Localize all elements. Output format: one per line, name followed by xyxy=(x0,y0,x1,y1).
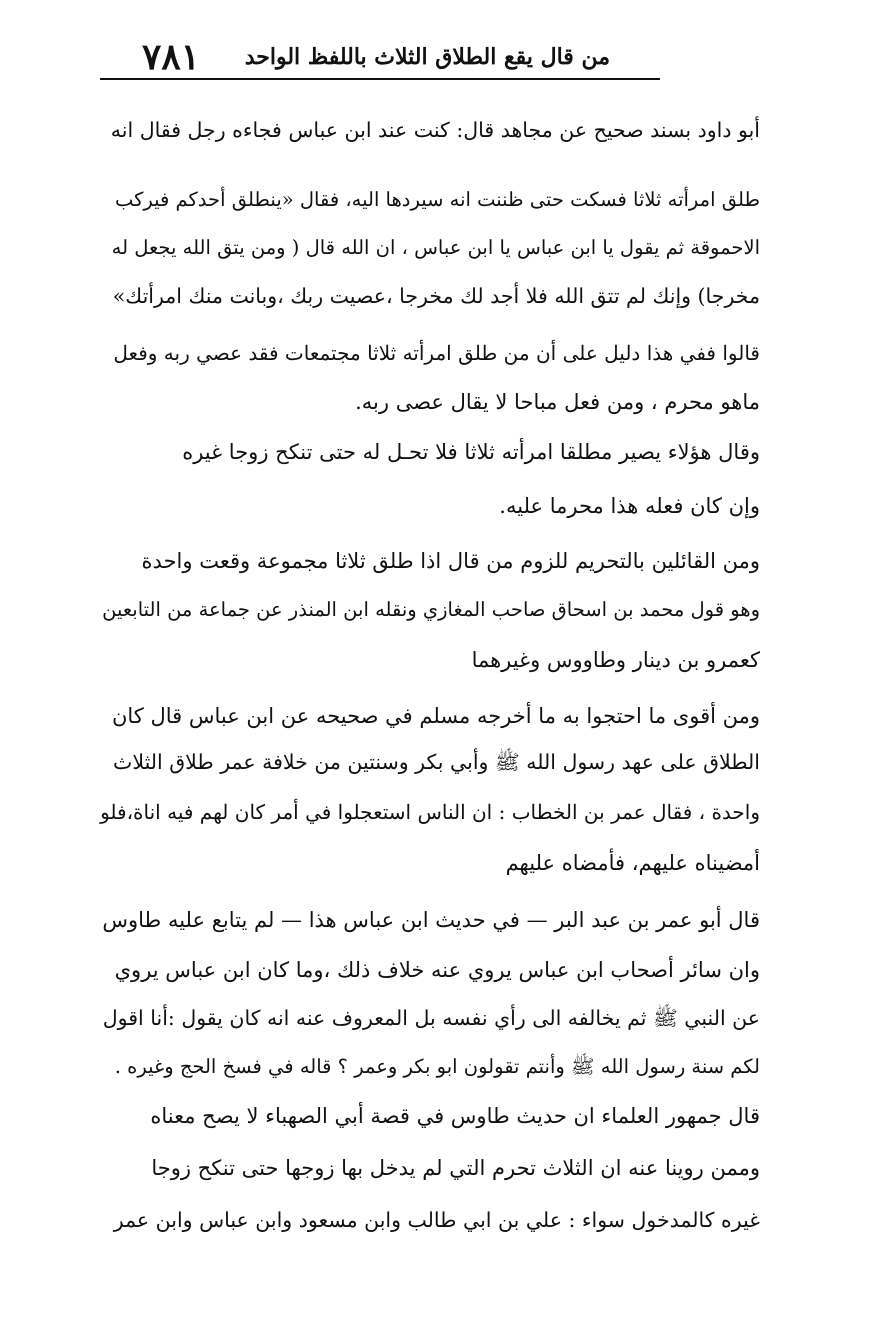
text-line: وقال هؤلاء يصير مطلقا امرأته ثلاثا فلا تحـل له حتى تنكح زوجا غيره xyxy=(182,440,760,464)
text-line: غيره كالمدخول سواء : علي بن ابي طالب وابن مسعود وابن عباس وابن عمر xyxy=(113,1208,760,1232)
text-line: كعمرو بن دينار وطاووس وغيرهما xyxy=(471,648,760,672)
text-line: واحدة ، فقال عمر بن الخطاب : ان الناس استعجلوا في أمر كان لهم فيه اناة،فلو xyxy=(100,800,760,824)
text-line: لكم سنة رسول الله ﷺ وأنتم تقولون ابو بكر وعمر ؟ قاله في فسخ الحج وغيره . xyxy=(114,1055,760,1078)
text-line: ماهو محرم ، ومن فعل مباحا لا يقال عصى ربه. xyxy=(355,390,760,414)
text-line: وإن كان فعله هذا محرما عليه. xyxy=(499,494,760,518)
text-line: ومن القائلين بالتحريم للزوم من قال اذا طلق ثلاثا مجموعة وقعت واحدة xyxy=(141,549,760,573)
text-line: قال أبو عمر بن عبد البر — في حديث ابن عباس هذا — لم يتابع عليه طاوس xyxy=(102,908,760,932)
text-line: وممن روينا عنه ان الثلاث تحرم التي لم يدخل بها زوجها حتى تنكح زوجا xyxy=(151,1156,760,1180)
text-line: أبو داود بسند صحيح عن مجاهد قال: كنت عند ابن عباس فجاءه رجل فقال انه xyxy=(110,118,760,142)
text-line: عن النبي ﷺ ثم يخالفه الى رأي نفسه بل المعروف عنه انه كان يقول :أنا اقول xyxy=(102,1006,760,1030)
page-header xyxy=(100,30,760,82)
text-line: طلق امرأته ثلاثا فسكت حتى ظننت انه سيردها اليه، فقال «ينطلق أحدكم فيركب xyxy=(114,188,760,211)
running-title: من قال يقع الطلاق الثلاث باللفظ الواحد xyxy=(244,44,610,70)
text-line: ومن أقوى ما احتجوا به ما أخرجه مسلم في صحيحه عن ابن عباس قال كان xyxy=(111,704,760,728)
text-line: مخرجا) وإنك لم تتق الله فلا أجد لك مخرجا ،عصيت ربك ،وبانت منك امرأتك» xyxy=(112,284,760,308)
text-line: قالوا ففي هذا دليل على أن من طلق امرأته ثلاثا مجتمعات فقد عصي ربه وفعل xyxy=(113,341,760,365)
text-line: قال جمهور العلماء ان حديث طاوس في قصة أبي الصهباء لا يصح معناه xyxy=(150,1104,760,1128)
header-rule xyxy=(100,78,660,80)
text-line: أمضيناه عليهم، فأمضاه عليهم xyxy=(505,851,760,875)
text-line: الطلاق على عهد رسول الله ﷺ وأبي بكر وسنتين من خلافة عمر طلاق الثلاث xyxy=(113,750,760,774)
text-line: الاحموقة ثم يقول يا ابن عباس يا ابن عباس ، ان الله قال ( ومن يتق الله يجعل له xyxy=(111,236,760,259)
text-line: وان سائر أصحاب ابن عباس يروي عنه خلاف ذلك ،وما كان ابن عباس يروي xyxy=(114,958,760,982)
page-number: ٧٨١ xyxy=(142,36,201,78)
text-line: وهو قول محمد بن اسحاق صاحب المغازي ونقله ابن المنذر عن جماعة من التابعين xyxy=(102,598,760,621)
